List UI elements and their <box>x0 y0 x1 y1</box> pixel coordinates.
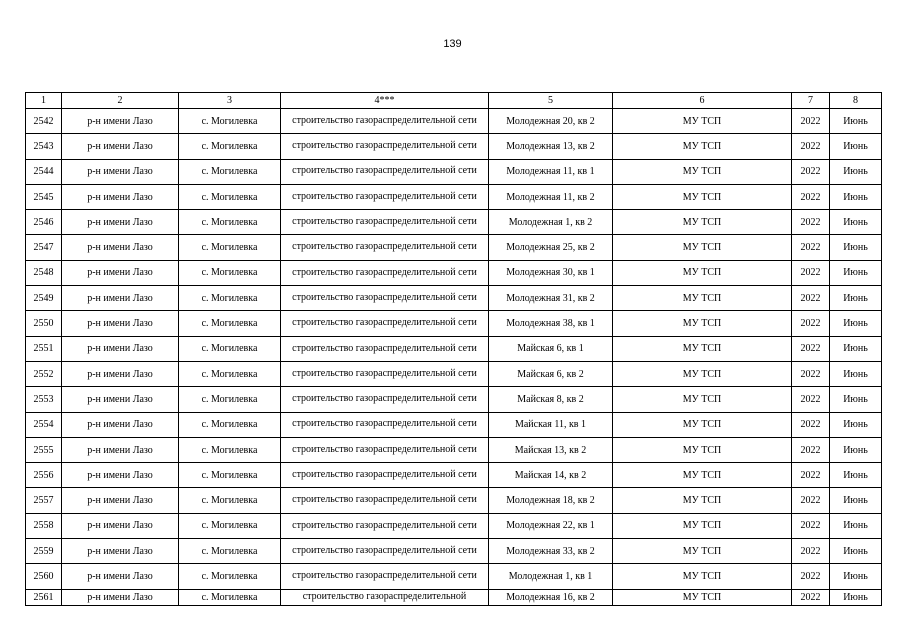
settlement-cell: с. Могилевка <box>179 589 281 605</box>
column-header-6: 6 <box>613 93 792 109</box>
year-cell: 2022 <box>792 159 830 184</box>
activity-cell: строительство газораспределительной сети <box>281 235 489 260</box>
organization-cell: МУ ТСП <box>613 412 792 437</box>
district-cell: р-н имени Лазо <box>62 336 179 361</box>
address-cell: Майская 11, кв 1 <box>489 412 613 437</box>
table-row <box>26 513 882 538</box>
organization-cell: МУ ТСП <box>613 336 792 361</box>
table-body <box>26 109 882 606</box>
district-cell: р-н имени Лазо <box>62 589 179 605</box>
row-number-cell: 2558 <box>26 513 62 538</box>
row-number-cell: 2556 <box>26 463 62 488</box>
month-cell: Июнь <box>830 589 882 605</box>
table-row <box>26 539 882 564</box>
district-cell: р-н имени Лазо <box>62 463 179 488</box>
table-row <box>26 286 882 311</box>
year-cell: 2022 <box>792 589 830 605</box>
year-cell: 2022 <box>792 564 830 589</box>
month-cell: Июнь <box>830 286 882 311</box>
activity-cell: строительство газораспределительной сети <box>281 488 489 513</box>
settlement-cell: с. Могилевка <box>179 286 281 311</box>
activity-cell: строительство газораспределительной сети <box>281 539 489 564</box>
table-row <box>26 336 882 361</box>
district-cell: р-н имени Лазо <box>62 184 179 209</box>
row-number-cell: 2557 <box>26 488 62 513</box>
organization-cell: МУ ТСП <box>613 387 792 412</box>
organization-cell: МУ ТСП <box>613 539 792 564</box>
district-cell: р-н имени Лазо <box>62 564 179 589</box>
organization-cell: МУ ТСП <box>613 134 792 159</box>
year-cell: 2022 <box>792 488 830 513</box>
district-cell: р-н имени Лазо <box>62 437 179 462</box>
table-row <box>26 134 882 159</box>
year-cell: 2022 <box>792 260 830 285</box>
organization-cell: МУ ТСП <box>613 159 792 184</box>
year-cell: 2022 <box>792 184 830 209</box>
settlement-cell: с. Могилевка <box>179 260 281 285</box>
organization-cell: МУ ТСП <box>613 109 792 134</box>
settlement-cell: с. Могилевка <box>179 134 281 159</box>
table-row <box>26 488 882 513</box>
row-number-cell: 2554 <box>26 412 62 437</box>
address-cell: Майская 8, кв 2 <box>489 387 613 412</box>
district-cell: р-н имени Лазо <box>62 311 179 336</box>
address-cell: Молодежная 1, кв 2 <box>489 210 613 235</box>
table-row <box>26 311 882 336</box>
table-row <box>26 184 882 209</box>
settlement-cell: с. Могилевка <box>179 184 281 209</box>
month-cell: Июнь <box>830 513 882 538</box>
year-cell: 2022 <box>792 463 830 488</box>
activity-cell: строительство газораспределительной сети <box>281 387 489 412</box>
row-number-cell: 2549 <box>26 286 62 311</box>
district-cell: р-н имени Лазо <box>62 361 179 386</box>
header-row <box>26 93 882 109</box>
month-cell: Июнь <box>830 134 882 159</box>
district-cell: р-н имени Лазо <box>62 387 179 412</box>
month-cell: Июнь <box>830 412 882 437</box>
table-row <box>26 589 882 605</box>
row-number-cell: 2548 <box>26 260 62 285</box>
column-header-3: 3 <box>179 93 281 109</box>
organization-cell: МУ ТСП <box>613 437 792 462</box>
settlement-cell: с. Могилевка <box>179 159 281 184</box>
year-cell: 2022 <box>792 539 830 564</box>
activity-cell: строительство газораспределительной сети <box>281 311 489 336</box>
month-cell: Июнь <box>830 564 882 589</box>
row-number-cell: 2552 <box>26 361 62 386</box>
year-cell: 2022 <box>792 361 830 386</box>
address-cell: Молодежная 25, кв 2 <box>489 235 613 260</box>
row-number-cell: 2553 <box>26 387 62 412</box>
settlement-cell: с. Могилевка <box>179 210 281 235</box>
district-cell: р-н имени Лазо <box>62 134 179 159</box>
district-cell: р-н имени Лазо <box>62 539 179 564</box>
activity-cell: строительство газораспределительной сети <box>281 260 489 285</box>
activity-cell: строительство газораспределительной сети <box>281 463 489 488</box>
settlement-cell: с. Могилевка <box>179 488 281 513</box>
column-header-4: 4*** <box>281 93 489 109</box>
activity-cell: строительство газораспределительной сети <box>281 109 489 134</box>
activity-cell: строительство газораспределительной сети <box>281 336 489 361</box>
activity-cell: строительство газораспределительной сети <box>281 513 489 538</box>
column-header-5: 5 <box>489 93 613 109</box>
table-row <box>26 564 882 589</box>
table-row <box>26 210 882 235</box>
address-cell: Молодежная 11, кв 2 <box>489 184 613 209</box>
row-number-cell: 2561 <box>26 589 62 605</box>
settlement-cell: с. Могилевка <box>179 109 281 134</box>
month-cell: Июнь <box>830 109 882 134</box>
month-cell: Июнь <box>830 387 882 412</box>
organization-cell: МУ ТСП <box>613 589 792 605</box>
settlement-cell: с. Могилевка <box>179 387 281 412</box>
table-row <box>26 463 882 488</box>
address-cell: Молодежная 31, кв 2 <box>489 286 613 311</box>
page-number: 139 <box>443 38 462 50</box>
year-cell: 2022 <box>792 109 830 134</box>
organization-cell: МУ ТСП <box>613 286 792 311</box>
month-cell: Июнь <box>830 311 882 336</box>
month-cell: Июнь <box>830 539 882 564</box>
year-cell: 2022 <box>792 311 830 336</box>
year-cell: 2022 <box>792 412 830 437</box>
organization-cell: МУ ТСП <box>613 184 792 209</box>
table-row <box>26 260 882 285</box>
organization-cell: МУ ТСП <box>613 513 792 538</box>
activity-cell: строительство газораспределительной сети <box>281 134 489 159</box>
month-cell: Июнь <box>830 488 882 513</box>
row-number-cell: 2550 <box>26 311 62 336</box>
district-cell: р-н имени Лазо <box>62 488 179 513</box>
year-cell: 2022 <box>792 235 830 260</box>
activity-cell: строительство газораспределительной сети <box>281 184 489 209</box>
district-cell: р-н имени Лазо <box>62 412 179 437</box>
organization-cell: МУ ТСП <box>613 488 792 513</box>
year-cell: 2022 <box>792 513 830 538</box>
activity-cell: строительство газораспределительной сети <box>281 564 489 589</box>
activity-cell: строительство газораспределительной сети <box>281 437 489 462</box>
settlement-cell: с. Могилевка <box>179 361 281 386</box>
address-cell: Майская 6, кв 1 <box>489 336 613 361</box>
settlement-cell: с. Могилевка <box>179 336 281 361</box>
row-number-cell: 2542 <box>26 109 62 134</box>
settlement-cell: с. Могилевка <box>179 564 281 589</box>
settlement-cell: с. Могилевка <box>179 437 281 462</box>
month-cell: Июнь <box>830 463 882 488</box>
table-row <box>26 235 882 260</box>
table-row <box>26 159 882 184</box>
address-cell: Молодежная 22, кв 1 <box>489 513 613 538</box>
year-cell: 2022 <box>792 387 830 412</box>
district-cell: р-н имени Лазо <box>62 235 179 260</box>
row-number-cell: 2555 <box>26 437 62 462</box>
year-cell: 2022 <box>792 134 830 159</box>
activity-cell: строительство газораспределительной <box>281 589 489 605</box>
organization-cell: МУ ТСП <box>613 311 792 336</box>
activity-cell: строительство газораспределительной сети <box>281 286 489 311</box>
district-cell: р-н имени Лазо <box>62 286 179 311</box>
settlement-cell: с. Могилевка <box>179 412 281 437</box>
settlement-cell: с. Могилевка <box>179 513 281 538</box>
address-cell: Молодежная 38, кв 1 <box>489 311 613 336</box>
table-header <box>26 93 882 109</box>
organization-cell: МУ ТСП <box>613 361 792 386</box>
row-number-cell: 2560 <box>26 564 62 589</box>
activity-cell: строительство газораспределительной сети <box>281 210 489 235</box>
month-cell: Июнь <box>830 210 882 235</box>
address-cell: Майская 14, кв 2 <box>489 463 613 488</box>
year-cell: 2022 <box>792 286 830 311</box>
month-cell: Июнь <box>830 437 882 462</box>
address-cell: Молодежная 13, кв 2 <box>489 134 613 159</box>
row-number-cell: 2559 <box>26 539 62 564</box>
address-cell: Молодежная 20, кв 2 <box>489 109 613 134</box>
address-cell: Молодежная 18, кв 2 <box>489 488 613 513</box>
district-cell: р-н имени Лазо <box>62 159 179 184</box>
activity-cell: строительство газораспределительной сети <box>281 412 489 437</box>
district-cell: р-н имени Лазо <box>62 210 179 235</box>
settlement-cell: с. Могилевка <box>179 311 281 336</box>
organization-cell: МУ ТСП <box>613 235 792 260</box>
table-row <box>26 361 882 386</box>
month-cell: Июнь <box>830 235 882 260</box>
organization-cell: МУ ТСП <box>613 564 792 589</box>
row-number-cell: 2543 <box>26 134 62 159</box>
activity-cell: строительство газораспределительной сети <box>281 159 489 184</box>
row-number-cell: 2551 <box>26 336 62 361</box>
row-number-cell: 2545 <box>26 184 62 209</box>
column-header-8: 8 <box>830 93 882 109</box>
column-header-1: 1 <box>26 93 62 109</box>
address-cell: Майская 13, кв 2 <box>489 437 613 462</box>
month-cell: Июнь <box>830 159 882 184</box>
month-cell: Июнь <box>830 260 882 285</box>
organization-cell: МУ ТСП <box>613 210 792 235</box>
column-header-2: 2 <box>62 93 179 109</box>
district-cell: р-н имени Лазо <box>62 513 179 538</box>
column-header-7: 7 <box>792 93 830 109</box>
table-row <box>26 387 882 412</box>
row-number-cell: 2547 <box>26 235 62 260</box>
table-row <box>26 437 882 462</box>
settlement-cell: с. Могилевка <box>179 235 281 260</box>
address-cell: Молодежная 30, кв 1 <box>489 260 613 285</box>
organization-cell: МУ ТСП <box>613 463 792 488</box>
year-cell: 2022 <box>792 210 830 235</box>
table-row <box>26 412 882 437</box>
month-cell: Июнь <box>830 336 882 361</box>
row-number-cell: 2546 <box>26 210 62 235</box>
settlement-cell: с. Могилевка <box>179 463 281 488</box>
year-cell: 2022 <box>792 437 830 462</box>
table-row <box>26 109 882 134</box>
address-cell: Молодежная 16, кв 2 <box>489 589 613 605</box>
organization-cell: МУ ТСП <box>613 260 792 285</box>
month-cell: Июнь <box>830 184 882 209</box>
year-cell: 2022 <box>792 336 830 361</box>
row-number-cell: 2544 <box>26 159 62 184</box>
activity-cell: строительство газораспределительной сети <box>281 361 489 386</box>
address-cell: Майская 6, кв 2 <box>489 361 613 386</box>
registry-table <box>25 92 882 606</box>
address-cell: Молодежная 33, кв 2 <box>489 539 613 564</box>
address-cell: Молодежная 1, кв 1 <box>489 564 613 589</box>
address-cell: Молодежная 11, кв 1 <box>489 159 613 184</box>
month-cell: Июнь <box>830 361 882 386</box>
district-cell: р-н имени Лазо <box>62 109 179 134</box>
settlement-cell: с. Могилевка <box>179 539 281 564</box>
district-cell: р-н имени Лазо <box>62 260 179 285</box>
